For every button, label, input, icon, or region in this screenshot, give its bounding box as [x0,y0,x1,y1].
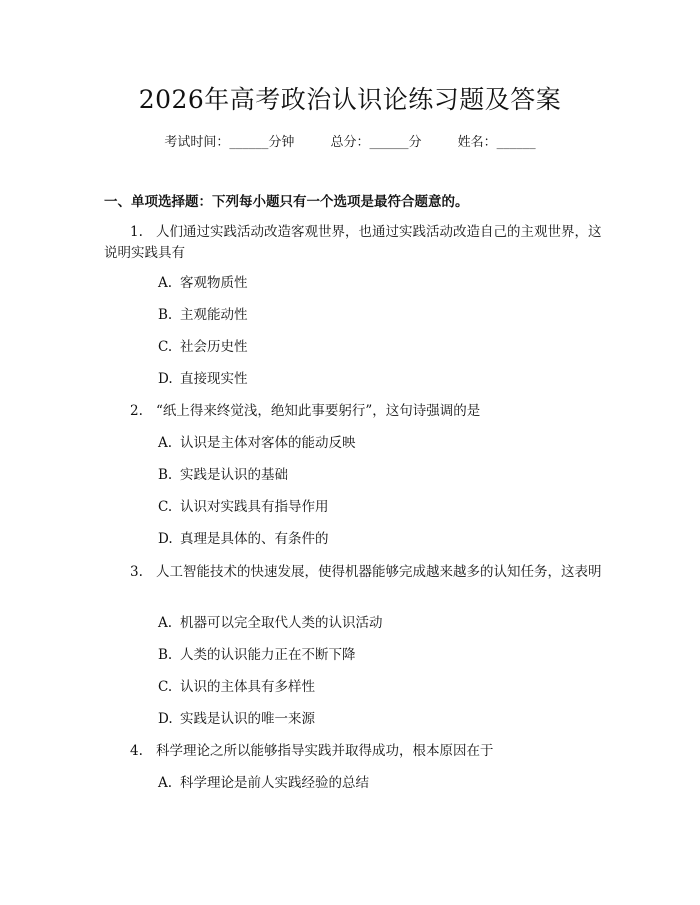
total-score-field: 总分：______分 [330,135,422,150]
option-text: 直接现实性 [180,371,248,387]
option-text: 认识的主体具有多样性 [180,679,315,695]
option-3d [158,709,315,730]
question-text: “纸上得来终觉浅，绝知此事要躬行”，这句诗强调的是 [156,403,481,419]
option-text: 真理是具体的、有条件的 [180,531,329,547]
option-letter: D. [158,371,173,387]
option-text: 人类的认识能力正在不断下降 [180,647,356,663]
question-number: 4. [130,743,143,759]
student-name-field: 姓名：______ [457,135,536,150]
option-letter: C. [158,499,173,515]
question-number: 3. [130,564,143,580]
option-letter: D. [158,531,173,547]
option-text: 认识是主体对客体的能动反映 [180,435,356,451]
option-letter: A. [158,275,173,291]
exam-time-field: 考试时间：______分钟 [164,135,295,150]
option-1b [158,305,248,326]
option-2d [158,529,329,550]
question-2 [104,401,604,422]
option-1c [158,337,248,358]
exam-meta [0,131,700,150]
option-1a [158,273,248,294]
option-letter: D. [158,711,173,727]
question-4 [104,741,604,762]
option-2b [158,465,288,486]
question-1 [104,222,604,264]
option-text: 科学理论是前人实践经验的总结 [180,775,369,791]
option-1d [158,369,248,390]
option-text: 社会历史性 [180,339,248,355]
option-text: 实践是认识的基础 [180,467,288,483]
option-text: 机器可以完全取代人类的认识活动 [180,615,383,631]
question-text: 人们通过实践活动改造客观世界，也通过实践活动改造自己的主观世界，这说明实践具有 [104,224,602,261]
option-4a [158,773,369,794]
question-number: 1. [130,224,143,240]
option-letter: B. [158,647,173,663]
section-heading: 一、单项选择题：下列每小题只有一个选项是最符合题意的。 [104,194,469,210]
option-letter: B. [158,467,173,483]
option-letter: A. [158,615,173,631]
option-letter: B. [158,307,173,323]
option-3b [158,645,356,666]
option-2c [158,497,329,518]
option-3c [158,677,315,698]
option-text: 主观能动性 [180,307,248,323]
option-letter: C. [158,679,173,695]
option-letter: C. [158,339,173,355]
option-text: 实践是认识的唯一来源 [180,711,315,727]
option-2a [158,433,356,454]
option-text: 客观物质性 [180,275,248,291]
document-title: 2026年高考政治认识论练习题及答案 [138,85,562,114]
question-text: 人工智能技术的快速发展，使得机器能够完成越来越多的认知任务，这表明 [156,564,602,580]
option-letter: A. [158,775,173,791]
question-text: 科学理论之所以能够指导实践并取得成功，根本原因在于 [156,743,494,759]
option-text: 认识对实践具有指导作用 [180,499,329,515]
question-3 [104,562,604,583]
option-3a [158,613,383,634]
question-number: 2. [130,403,143,419]
option-letter: A. [158,435,173,451]
